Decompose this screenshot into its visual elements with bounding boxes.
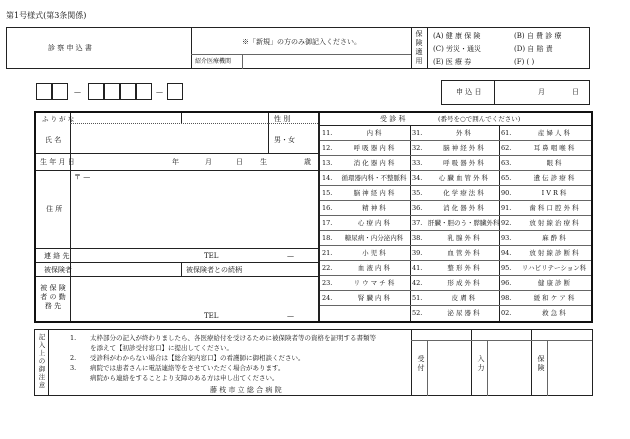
dept-name[interactable]: 皮 膚 科 [451,294,476,302]
dept-name[interactable]: 麻 酔 科 [542,234,566,242]
name-field[interactable] [70,124,268,152]
dept-name[interactable]: 心 療 内 科 [357,219,391,227]
dept-name[interactable]: 緩 和 ケ ア 科 [533,294,575,302]
dept-num[interactable]: 14. [322,174,333,182]
birth-suffix: 生 [260,158,267,166]
dept-name[interactable]: 呼 吸 器 外 科 [443,159,484,167]
insured-label: 被保険者 [44,266,72,274]
employer-label: 被 保 険 者 の 勤 務 先 [40,284,66,310]
date-month: 月 [538,88,545,96]
dept-name[interactable]: 産 婦 人 科 [537,129,571,137]
note-1-line-1: 太枠部分の記入が終わりましたら、各医療給付を受けるために被保険者等の資格を証明する書類等 [90,334,376,342]
dept-num[interactable]: 33. [412,159,423,167]
postal-code[interactable]: 〒 — [74,173,91,181]
dept-name[interactable]: 脳 神 経 内 科 [353,189,395,197]
id-box-2[interactable] [52,83,68,100]
contact-label: 連 絡 先 [44,252,70,260]
dept-num[interactable]: 32. [412,144,423,152]
dept-num[interactable]: 96. [501,279,512,287]
relation-label: 被保険者との続柄 [186,266,242,274]
id-dash-2: — [156,88,163,96]
note-3-num: 3. [70,364,77,372]
dept-name[interactable]: 救 急 科 [542,309,566,317]
birth-month: 月 [205,158,212,166]
birth-day: 日 [236,158,243,166]
dept-num[interactable]: 12. [322,144,333,152]
contact-tel-dash: — [287,252,294,260]
dept-num[interactable]: 90. [501,189,512,197]
date-label: 申 込 日 [456,88,482,96]
dept-name[interactable]: 脳 神 経 外 科 [443,144,484,152]
dept-num[interactable]: 41. [412,264,423,272]
dept-num[interactable]: 11. [322,129,333,137]
insurance-label: 保険適用 [415,30,423,65]
dept-num[interactable]: 23. [322,279,333,287]
dept-num[interactable]: 18. [322,234,333,242]
employer-field[interactable] [70,276,318,321]
dept-name[interactable]: 精 神 科 [362,204,386,212]
dept-name[interactable]: 放 射 線 治 療 科 [529,219,579,227]
dept-num[interactable]: 31. [412,129,423,137]
new-patient-note: ※「新規」の方のみ御記入ください。 [242,38,361,46]
dept-num[interactable]: 93. [501,234,512,242]
id-box-1[interactable] [36,83,52,100]
dept-num[interactable]: 42. [412,279,423,287]
dept-name[interactable]: 放 射 線 診 断 科 [529,249,579,257]
dept-num[interactable]: 22. [322,264,333,272]
note-2-num: 2. [70,354,77,362]
dept-name[interactable]: 血 液 内 科 [357,264,391,272]
birth-label: 生 年 月 日 [40,158,75,166]
id-box-4[interactable] [104,83,120,100]
employer-tel-dash: — [287,312,294,320]
dept-name[interactable]: 眼 科 [546,159,562,167]
note-3-line-1: 病院では患者さんに電話連絡等をさせていただく場合があります。 [90,364,285,372]
dept-num[interactable]: 98. [501,294,512,302]
dept-name[interactable]: 腎 臓 内 科 [357,294,391,302]
dept-num[interactable]: 63. [501,159,512,167]
address-field[interactable] [70,182,318,247]
dept-name[interactable]: リ ウ マ チ 科 [353,279,395,287]
referral-label: 紹介医療機関 [195,58,232,65]
dept-name[interactable]: 健 康 診 断 [537,279,571,287]
dept-num[interactable]: 65. [501,174,512,182]
insurance-option-f[interactable]: (F) ( ) [514,58,535,66]
note-2-line-1: 受診科がわからない場合は【総合案内窓口】の看護師に御相談ください。 [90,354,305,362]
insurance-option-c[interactable]: (C) 労災・通災 [433,45,482,53]
dept-num[interactable]: 37. [412,219,423,227]
dept-name[interactable]: 小 児 科 [362,249,386,257]
hospital-name: 藤 枝 市 立 総 合 病 院 [210,386,282,394]
dept-name[interactable]: 消 化 器 内 科 [353,159,395,167]
dept-num[interactable]: 38. [412,234,423,242]
dept-name[interactable]: 心 臓 血 管 外 科 [438,174,489,182]
departments-note: (番号を○で囲んでください) [438,115,521,123]
id-dash-1: — [74,88,81,96]
dept-name[interactable]: 形 成 外 科 [447,279,480,287]
id-box-7[interactable] [167,83,183,100]
dept-num[interactable]: 62. [501,144,512,152]
header-box [6,27,590,69]
name-label: 氏 名 [45,136,62,144]
contact-tel-label: TEL [204,252,219,260]
dept-num[interactable]: 36. [412,204,423,212]
insurance-option-d[interactable]: (D) 自 賠 責 [514,45,553,53]
dept-name[interactable]: I V R 科 [541,189,567,197]
form-title: 診 察 申 込 書 [48,44,92,52]
dept-name[interactable]: 化 学 療 法 科 [443,189,484,197]
dept-num[interactable]: 39. [412,249,423,257]
dept-name[interactable]: 外 科 [455,129,472,137]
dept-name[interactable]: 血 管 外 科 [447,249,480,257]
birth-year: 年 [172,158,179,166]
dept-num[interactable]: 94. [501,249,512,257]
dept-num[interactable]: 92. [501,219,512,227]
dept-name[interactable]: 循環器内科・不整脈科 [341,174,407,182]
stamp-reception-label: 受 付 [417,355,425,372]
dept-num[interactable]: 52. [412,309,423,317]
insurance-option-e[interactable]: (E) 医 療 券 [433,58,472,66]
dept-num[interactable]: 16. [322,204,333,212]
notes-side-label: 記入上の御注意 [38,333,46,389]
dept-name[interactable]: 乳 腺 外 科 [447,234,480,242]
dept-num[interactable]: 24. [322,294,333,302]
dept-num[interactable]: 21. [322,249,333,257]
dept-num[interactable]: 34. [412,174,423,182]
dept-num[interactable]: 02. [501,309,512,317]
address-label: 住 所 [46,205,63,213]
dept-num[interactable]: 91. [501,204,512,212]
sex-value[interactable]: 男・女 [274,136,295,144]
note-1-line-2: を添えて【初診受付窓口】に提出してください。 [90,344,233,352]
insured-field[interactable] [70,262,181,276]
stamp-input-label: 入 力 [477,355,485,372]
dept-name[interactable]: 呼 吸 器 内 科 [353,144,395,152]
dept-num[interactable]: 15. [322,189,333,197]
id-box-3[interactable] [88,83,104,100]
dept-name[interactable]: リハビリテーション科 [521,264,587,272]
furigana-label: ふ り が な [42,115,75,123]
dept-name[interactable]: 内 科 [366,129,382,137]
departments-title: 受 診 科 [380,115,406,123]
stamp-insurance-label: 保 険 [537,355,545,372]
dept-name[interactable]: 遺 伝 診 療 科 [533,174,575,182]
dept-num[interactable]: 51. [412,294,423,302]
dept-num[interactable]: 17. [322,219,333,227]
dept-name[interactable]: 消 化 器 外 科 [443,204,484,212]
dept-num[interactable]: 95. [501,264,512,272]
dept-name[interactable]: 整 形 外 科 [447,264,480,272]
dept-num[interactable]: 61. [501,129,512,137]
id-box-5[interactable] [120,83,136,100]
age-label: 歳 [304,158,311,166]
employer-tel-label: TEL [204,312,219,320]
id-box-6[interactable] [136,83,152,100]
insurance-option-a[interactable]: (A) 健 康 保 険 [433,32,481,40]
date-day: 日 [572,88,579,96]
insurance-option-b[interactable]: (B) 自 費 診 療 [514,32,562,40]
dept-num[interactable]: 35. [412,189,423,197]
note-3-line-2: 病院から連絡をすることより支障のある方は申し出てください。 [90,374,279,382]
dept-name[interactable]: 耳 鼻 咽 喉 科 [533,144,575,152]
dept-name[interactable]: 歯 科 口 腔 外 科 [529,204,579,212]
sex-label: 性 別 [274,115,291,123]
dept-name[interactable]: 糖尿病・内分泌内科 [344,234,404,242]
dept-name[interactable]: 肝臓・胆のう・膵臓外科 [428,219,500,227]
dept-num[interactable]: 13. [322,159,333,167]
dept-name[interactable]: 泌 尿 器 科 [447,309,480,317]
note-1-num: 1. [70,334,77,342]
form-number: 第1号様式(第3条関係) [6,11,87,20]
